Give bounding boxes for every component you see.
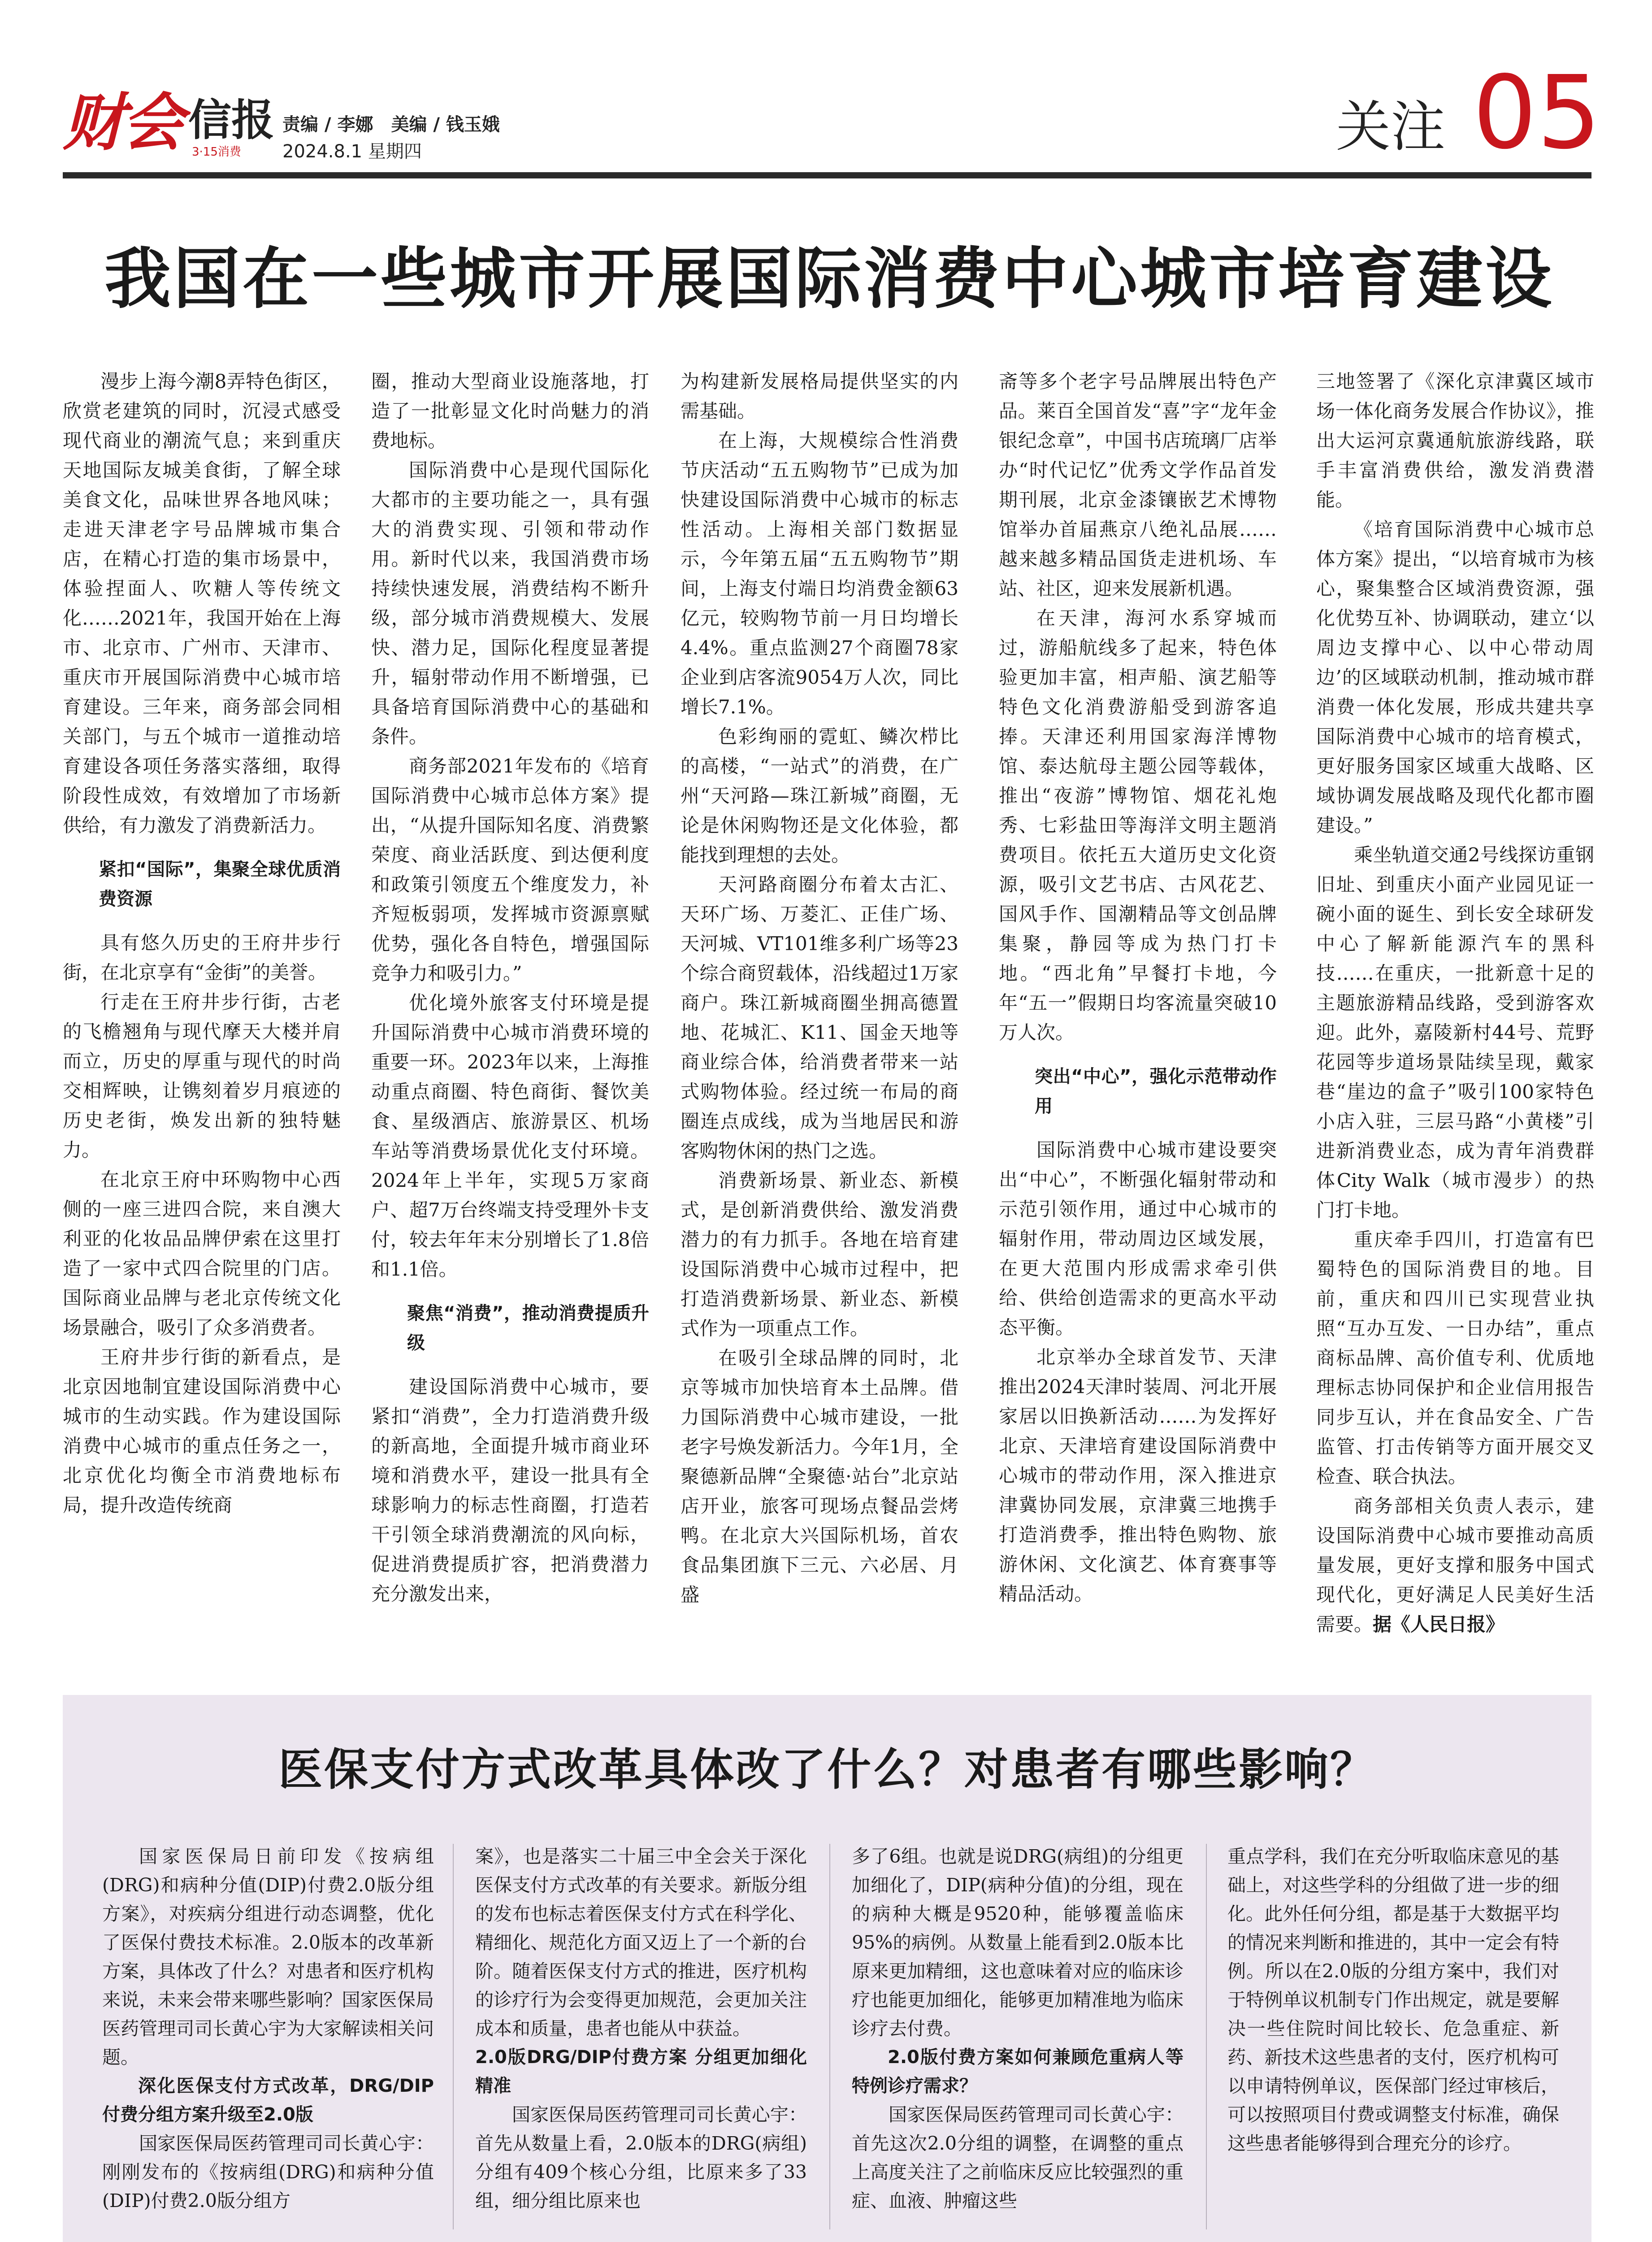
paragraph-text: 商务部相关负责人表示，建设国际消费中心城市要推动高质量发展，更好支撑和服务中国式现代化，更好满足人民美好生活需要。 xyxy=(1316,1495,1594,1635)
paragraph: 案》，也是落实二十届三中全会关于深化医保支付方式改革的有关要求。新版分组的发布也标志着医保支付方式在科学化、精细化、规范化方面又迈上了一个新的台阶。随着医保支付方式的推进，医疗机构的诊疗行为会变得更加规范，会更加关注成本和质量，患者也能从中获益。 xyxy=(475,1846,807,2039)
paragraph: 圈，推动大型商业设施落地，打造了一批彰显文化时尚魅力的消费地标。 xyxy=(371,370,649,452)
paragraph: 建设国际消费中心城市，要紧扣“消费”，全力打造消费升级的新高地，全面提升城市商业环境和消费水平，建设一批具有全球影响力的标志性商圈，打造若干引领全球消费潮流的风向标，促进消费提质扩容，把消费潜力充分激发出来， xyxy=(371,1376,649,1605)
paragraph: 《培育国际消费中心城市总体方案》提出，“以培育城市为核心，聚集整合区域消费资源，强化优势互补、协调联动，建立‘以周边支撑中心、以中心带动周边’的区域联动机制，推动城市群消费一体化发展，形成共建共享国际消费中心城市的培育模式，更好服务国家区域重大战略、区域协调发展战略及现代化都市圈建设。” xyxy=(1316,518,1594,836)
subheading: 2.0版付费方案如何兼顾危重病人等特例诊疗需求？ xyxy=(852,2047,1184,2096)
paragraph: 在北京王府中环购物中心西侧的一座三进四合院，来自澳大利亚的化妆品品牌伊索在这里打造了一家中式四合院里的门店。国际商业品牌与老北京传统文化场景融合，吸引了众多消费者。 xyxy=(63,1169,341,1338)
paragraph: 国家医保局日前印发《按病组(DRG)和病种分值(DIP)付费2.0版分组方案》，对疾病分组进行动态调整，优化了医保付费技术标准。2.0版本的改革新方案，具体改了什么？对患者和医疗机构来说，未来会带来哪些影响？国家医保局医药管理司司长黄心宇为大家解读相关问题。 xyxy=(102,1846,434,2068)
paragraph: 消费新场景、新业态、新模式，是创新消费供给、激发消费潜力的有力抓手。各地在培育建设国际消费中心城市过程中，把打造消费新场景、新业态、新模式作为一项重点工作。 xyxy=(681,1169,958,1339)
paragraph: 乘坐轨道交通2号线探访重钢旧址、到重庆小面产业园见证一碗小面的诞生、到长安全球研发中心了解新能源汽车的黑科技……在重庆，一批新意十足的主题旅游精品线路，受到游客欢迎。此外，嘉陵新村44号、荒野花园等步道场景陆续呈现，戴家巷“崖边的盒子”吸引100家特色小店入驻，三层马路“小黄楼”引进新消费业态，成为青年消费群体City Walk（城市漫步）的热门打卡地。 xyxy=(1316,844,1594,1221)
paragraph: 王府井步行街的新看点，是北京因地制宜建设国际消费中心城市的生动实践。作为建设国际消费中心城市的重点任务之一，北京优化均衡全市消费地标布局，提升改造传统商 xyxy=(63,1346,341,1516)
paragraph: 在吸引全球品牌的同时，北京等城市加快培育本土品牌。借力国际消费中心城市建设，一批老字号焕发新活力。今年1月，全聚德新品牌“全聚德·站台”北京站店开业，旅客可现场点餐品尝烤鸭。在北京大兴国际机场，首农食品集团旗下三元、六必居、月盛 xyxy=(681,1347,958,1606)
paragraph: 色彩绚丽的霓虹、鳞次栉比的高楼，“一站式”的消费，在广州“天河路—珠江新城”商圈，无论是休闲购物还是文化体验，都能找到理想的去处。 xyxy=(681,726,958,866)
column-divider xyxy=(453,1844,454,2229)
paragraph: 多了6组。也就是说DRG(病组)的分组更加细化了，DIP(病种分值)的分组，现在的病种大概是9520种，能够覆盖临床95%的病例。从数量上能看到2.0版本比原来更加精细，这也意味着对应的临床诊疗也能更加细化，能够更加精准地为临床诊疗去付费。 xyxy=(852,1846,1184,2039)
logo-subtitle: 3·15消费 xyxy=(192,145,241,159)
paragraph xyxy=(1316,1491,1594,1639)
feature-column-3 xyxy=(852,1842,1184,2215)
article-column-1 xyxy=(63,367,341,1520)
header-rule xyxy=(63,172,1591,178)
feature-column-2 xyxy=(475,1842,807,2215)
column-divider xyxy=(1206,1844,1207,2229)
article-column-4 xyxy=(999,367,1277,1609)
feature-column-4 xyxy=(1227,1842,1559,2158)
paragraph: 重点学科，我们在充分听取临床意见的基础上，对这些学科的分组做了进一步的细化。此外任何分组，都是基于大数据平均的情况来判断和推进的，其中一定会有特例。所以在2.0版的分组方案中，我们对于特例单议机制专门作出规定，就是要解决一些住院时间比较长、危急重症、新药、新技术这些患者的支付，医疗机构可以申请特例单议，医保部门经过审核后，可以按照项目付费或调整支付标准，确保这些患者能够得到合理充分的诊疗。 xyxy=(1227,1846,1559,2154)
column-divider xyxy=(829,1844,830,2229)
paper-name: 信报 xyxy=(188,95,274,145)
page-number: 05 xyxy=(1473,54,1601,172)
paragraph: 国际消费中心城市建设要突出“中心”，不断强化辐射带动和示范引领作用，通过中心城市的辐射作用，带动周边区域发展，在更大范围内形成需求牵引供给、供给创造需求的更高水平动态平衡。 xyxy=(999,1139,1277,1338)
paragraph: 商务部2021年发布的《培育国际消费中心城市总体方案》提出，“从提升国际知名度、消费繁荣度、商业活跃度、到达便利度和政策引领度五个维度发力，补齐短板弱项，发挥城市资源禀赋优势，强化各自特色，增强国际竞争力和吸引力。” xyxy=(371,755,649,984)
paragraph: 国家医保局医药管理司司长黄心宇：首先从数量上看，2.0版本的DRG(病组)分组有409个核心分组，比原来多了33组，细分组比原来也 xyxy=(475,2104,807,2212)
paragraph: 斋等多个老字号品牌展出特色产品。莱百全国首发“喜”字“龙年金银纪念章”，中国书店琉璃厂店举办“时代记忆”优秀文学作品首发期刊展，北京金漆镶嵌艺术博物馆举办首届燕京八绝礼品展……越来越多精品国货走进机场、车站、社区，迎来发展新机遇。 xyxy=(999,370,1277,600)
article-title: 我国在一些城市开展国际消费中心城市培育建设 xyxy=(104,240,1554,317)
subheading: 紧扣“国际”，集聚全球优质消费资源 xyxy=(99,859,341,909)
section-label: 关注 xyxy=(1336,95,1445,159)
paragraph: 优化境外旅客支付环境是提升国际消费中心城市消费环境的重要一环。2023年以来，上海推动重点商圈、特色商街、餐饮美食、星级酒店、旅游景区、机场车站等消费场景优化支付环境。2024年上半年，实现5万家商户、超7万台终端支持受理外卡支付，较去年年末分别增长了1.8倍和1.1倍。 xyxy=(371,992,649,1280)
paragraph: 在天津，海河水系穿城而过，游船航线多了起来，特色体验更加丰富，相声船、演艺船等特色文化消费游船受到游客追捧。天津还利用国家海洋博物馆、泰达航母主题公园等载体，推出“夜游”博物馆、烟花礼炮秀、七彩盐田等海洋文明主题消费项目。依托五大道历史文化资源，吸引文艺书店、古风花艺、国风手作、国潮精品等文创品牌集聚，静园等成为热门打卡地。“西北角”早餐打卡地，今年“五一”假期日均客流量突破10万人次。 xyxy=(999,607,1277,1043)
subheading: 2.0版DRG/DIP付费方案 分组更加细化精准 xyxy=(475,2047,807,2096)
article-source: 据《人民日报》 xyxy=(1373,1613,1505,1635)
paragraph: 漫步上海今潮8弄特色街区，欣赏老建筑的同时，沉浸式感受现代商业的潮流气息；来到重庆天地国际友城美食街，了解全球美食文化，品味世界各地风味；走进天津老字号品牌城市集合店，在精心打造的集市场景中，体验捏面人、吹糖人等传统文化……2021年，我国开始在上海市、北京市、广州市、天津市、重庆市开展国际消费中心城市培育建设。三年来，商务部会同相关部门，与五个城市一道推动培育建设各项任务落实落细，取得阶段性成效，有效增加了市场新供给，有力激发了消费新活力。 xyxy=(63,370,341,836)
article-column-3 xyxy=(681,367,958,1610)
paragraph: 国际消费中心是现代国际化大都市的主要功能之一，具有强大的消费实现、引领和带动作用。新时代以来，我国消费市场持续快速发展，消费结构不断升级，部分城市消费规模大、发展快、潜力足，国际化程度显著提升，辐射带动作用不断增强，已具备培育国际消费中心的基础和条件。 xyxy=(371,459,649,747)
article-column-2 xyxy=(371,367,649,1609)
paragraph: 北京举办全球首发节、天津推出2024天津时装周、河北开展家居以旧换新活动……为发挥好北京、天津培育建设国际消费中心城市的带动作用，深入推进京津冀协同发展，京津冀三地携手打造消费季，推出特色购物、旅游休闲、文化演艺、体育赛事等精品活动。 xyxy=(999,1346,1277,1605)
issue-date: 2024.8.1 星期四 xyxy=(282,141,422,162)
paragraph: 在上海，大规模综合性消费节庆活动“五五购物节”已成为加快建设国际消费中心城市的标志性活动。上海相关部门数据显示，今年第五届“五五购物节”期间，上海支付端日均消费金额63亿元，较购物节前一月日均增长4.4%。重点监测27个商圈78家企业到店客流9054万人次，同比增长7.1%。 xyxy=(681,430,958,718)
paragraph: 重庆牵手四川，打造富有巴蜀特色的国际消费目的地。目前，重庆和四川已实现营业执照“互办互发、一日办结”，重点商标品牌、高价值专利、优质地理标志协同保护和企业信用报告同步互认，并在食品安全、广告监管、打击传销等方面开展交叉检查、联合执法。 xyxy=(1316,1229,1594,1487)
paragraph: 三地签署了《深化京津冀区域市场一体化商务发展合作协议》，推出大运河京冀通航旅游线路，联手丰富消费供给，激发消费潜能。 xyxy=(1316,370,1594,511)
feature-column-1 xyxy=(102,1842,434,2215)
logo: 财会 xyxy=(63,87,182,159)
subheading: 聚焦“消费”，推动消费提质升级 xyxy=(407,1303,649,1353)
paragraph: 具有悠久历史的王府井步行街，在北京享有“金街”的美誉。 xyxy=(63,932,341,983)
paragraph: 国家医保局医药管理司司长黄心宇：首先这次2.0分组的调整，在调整的重点上高度关注了之前临床反应比较强烈的重症、血液、肿瘤这些 xyxy=(852,2104,1184,2212)
feature-title: 医保支付方式改革具体改了什么？对患者有哪些影响？ xyxy=(278,1744,1376,1795)
paragraph: 国家医保局医药管理司司长黄心宇：刚刚发布的《按病组(DRG)和病种分值(DIP)付费2.0版分组方 xyxy=(102,2133,434,2212)
subheading: 突出“中心”，强化示范带动作用 xyxy=(1035,1066,1277,1117)
paragraph: 为构建新发展格局提供坚实的内需基础。 xyxy=(681,370,958,422)
subheading: 深化医保支付方式改革，DRG/DIP付费分组方案升级至2.0版 xyxy=(102,2076,434,2125)
paragraph: 行走在王府井步行街，古老的飞檐翘角与现代摩天大楼并肩而立，历史的厚重与现代的时尚交相辉映，让镌刻着岁月痕迹的历史老街，焕发出新的独特魅力。 xyxy=(63,991,341,1161)
editors-credit: 责编 / 李娜 美编 / 钱玉娥 xyxy=(282,114,500,135)
paragraph: 天河路商圈分布着太古汇、天环广场、万菱汇、正佳广场、天河城、VT101维多利广场等23个综合商贸载体，沿线超过1万家商户。珠江新城商圈坐拥高德置地、花城汇、K11、国金天地等商业综合体，给消费者带来一站式购物体验。经过统一布局的商圈连点成线，成为当地居民和游客购物休闲的热门之选。 xyxy=(681,873,958,1162)
article-column-5 xyxy=(1316,367,1594,1639)
